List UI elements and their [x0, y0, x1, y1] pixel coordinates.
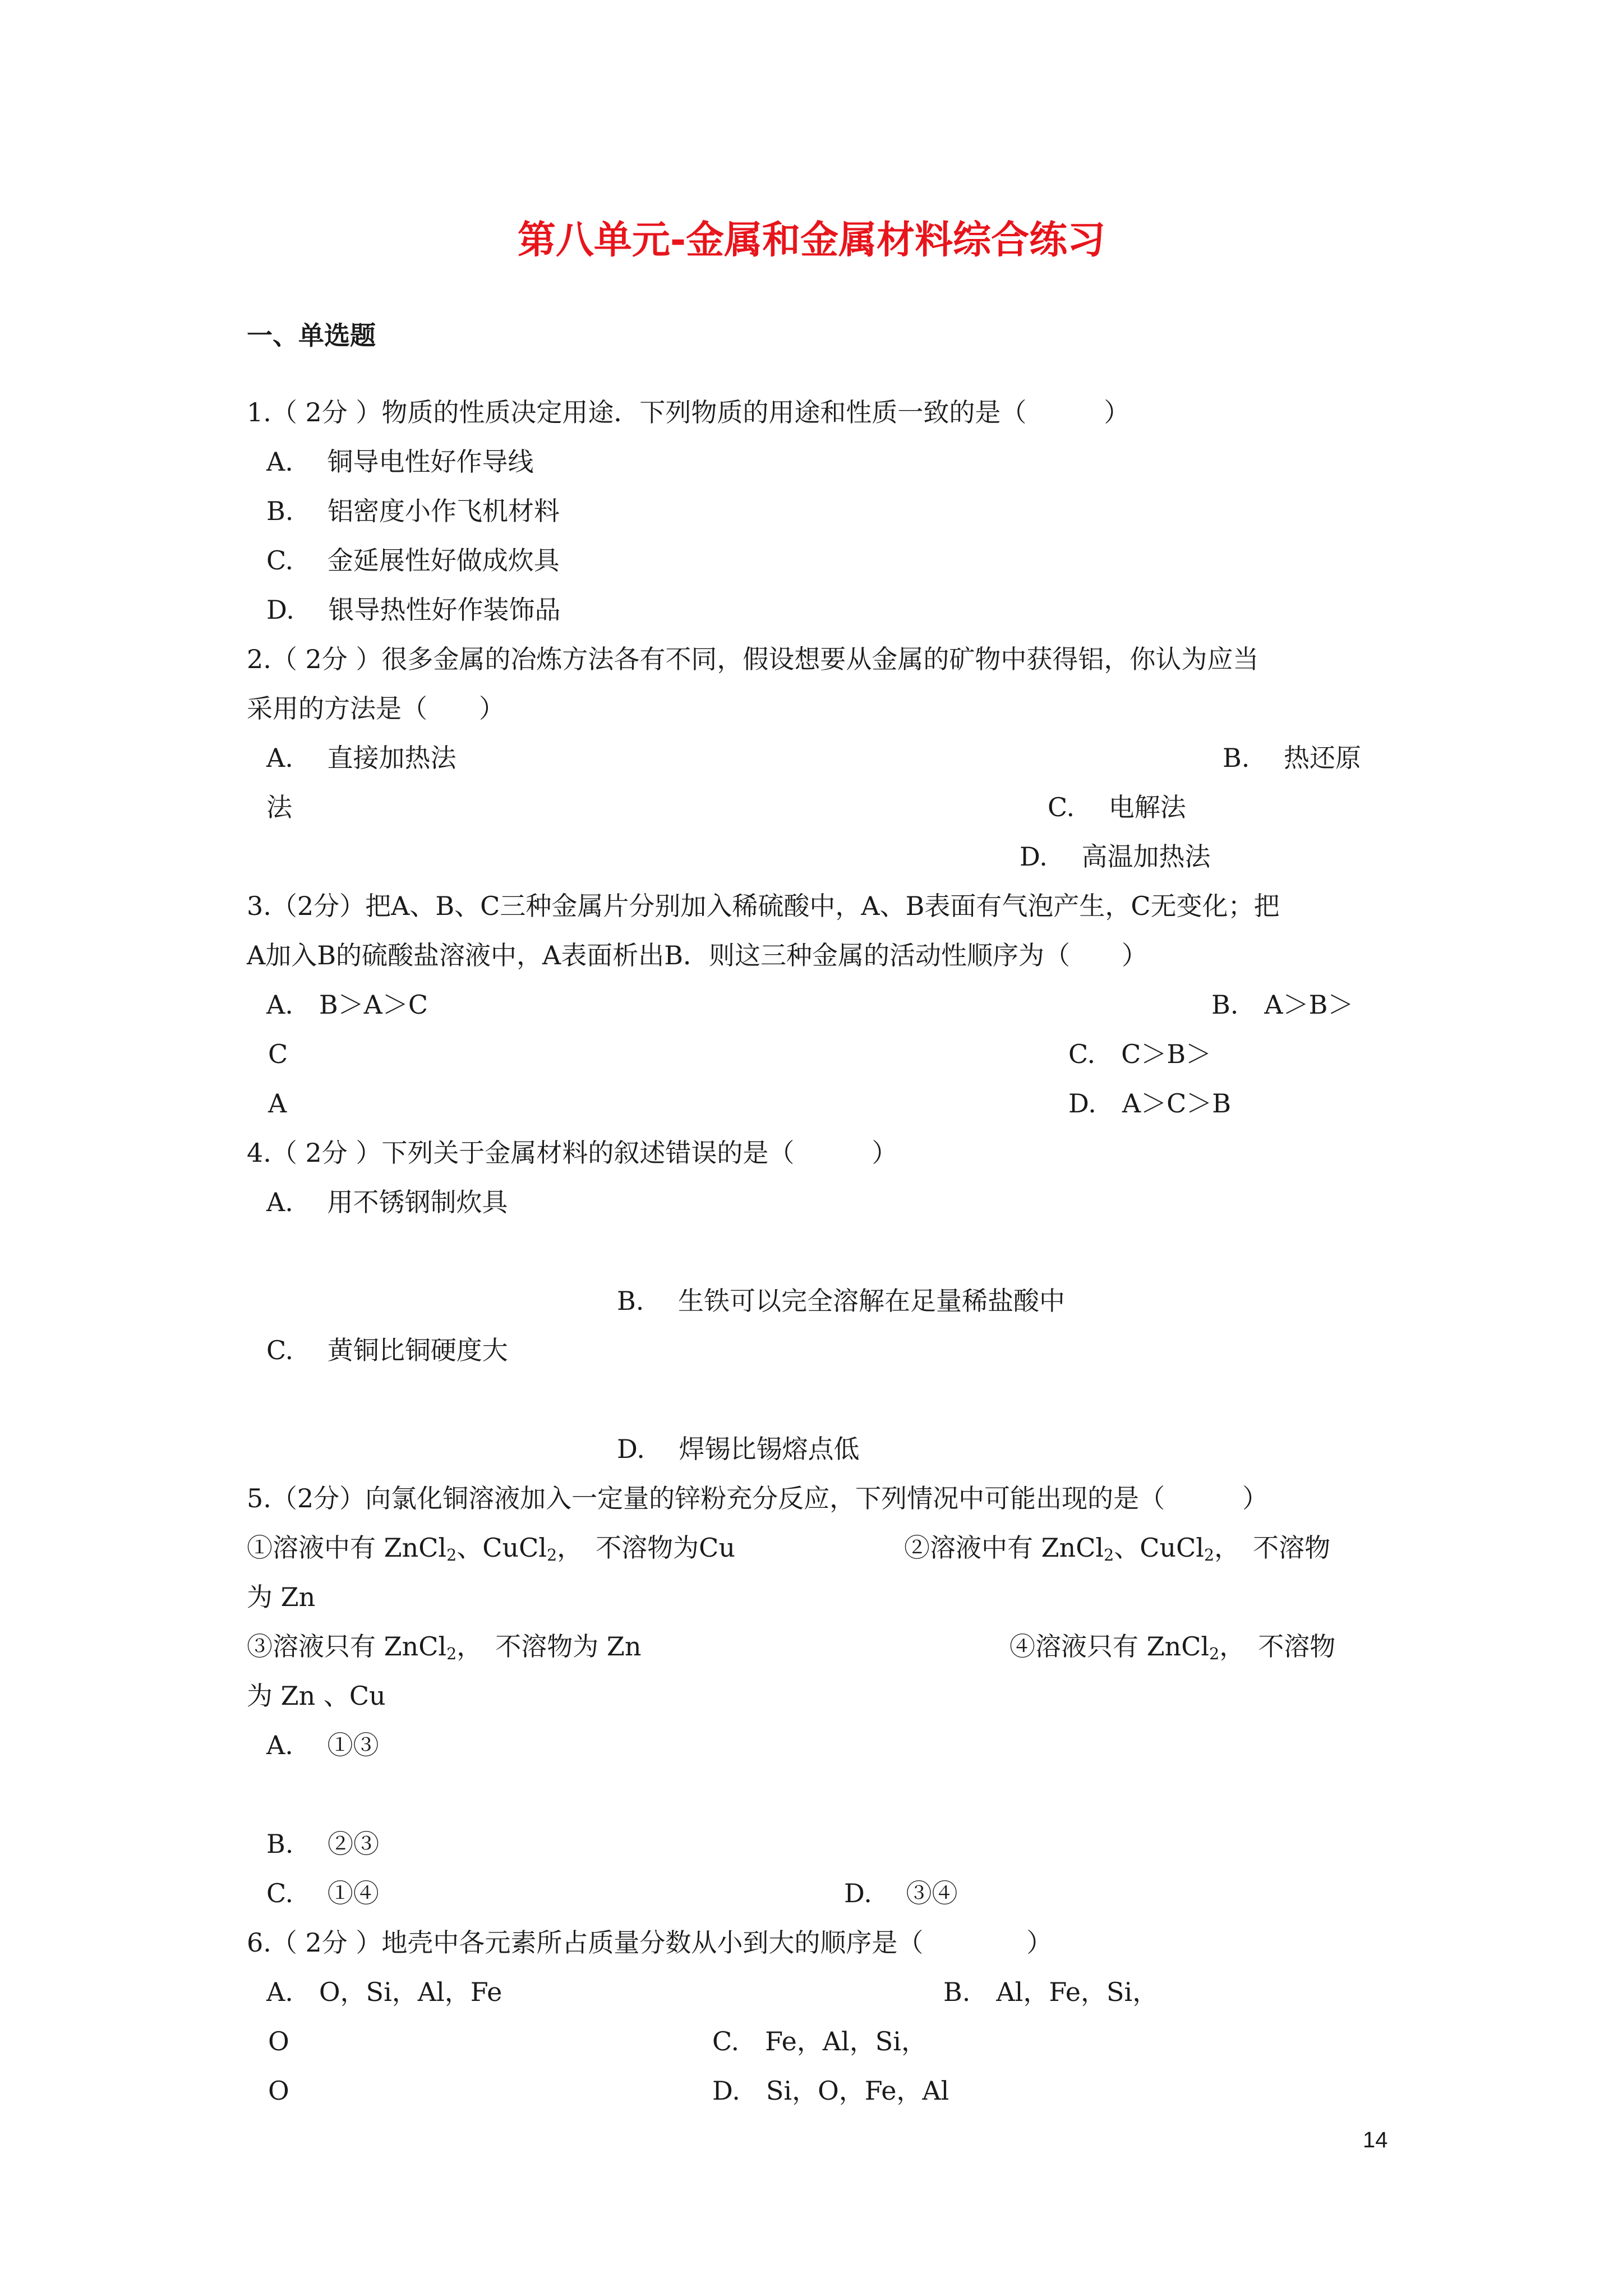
question-1-option-d: D. 银导热性好作装饰品: [266, 595, 561, 625]
page-number: 14: [1363, 2128, 1388, 2152]
question-5-option-d: D. ③④: [844, 1878, 958, 1908]
question-4-option-a: A. 用不锈钢制炊具: [266, 1187, 508, 1217]
question-5-option-b: B. ②③: [266, 1829, 380, 1859]
question-2-option-d: D. 高温加热法: [1020, 841, 1211, 872]
question-3-option-b-cont: C: [268, 1039, 288, 1069]
question-6-option-a: A. O，Si，Al，Fe: [266, 1977, 502, 2007]
question-5-statement-2: ②溶液中有 ZnCl$_2$、CuCl$_2$， 不溶物: [904, 1533, 1331, 1565]
question-4-option-d: D. 焊锡比锡熔点低: [617, 1434, 860, 1464]
question-3-stem-line1: 3.（2分）把A、B、C三种金属片分别加入稀硫酸中，A、B表面有气泡产生，C无变化；把: [247, 891, 1280, 921]
question-1-option-a: A. 铜导电性好作导线: [266, 447, 534, 477]
question-5-option-c: C. ①④: [266, 1878, 379, 1908]
question-2-option-c: C. 电解法: [1048, 792, 1186, 822]
question-6-stem: 6.（ 2分 ）地壳中各元素所占质量分数从小到大的顺序是（ ）: [247, 1927, 1053, 1958]
question-6-option-b-cont: O: [268, 2026, 289, 2056]
question-6-option-b: B. Al，Fe，Si，: [943, 1977, 1159, 2007]
question-4-stem: 4.（ 2分 ）下列关于金属材料的叙述错误的是（ ）: [247, 1138, 898, 1168]
question-2-stem-line2: 采用的方法是（ ）: [247, 693, 505, 724]
question-5-statement-1: ①溶液中有 ZnCl$_2$、CuCl$_2$， 不溶物为Cu: [247, 1533, 735, 1565]
question-3-option-c-cont: A: [268, 1088, 287, 1119]
question-4-option-b: B. 生铁可以完全溶解在足量稀盐酸中: [617, 1286, 1066, 1316]
question-2-option-b: B. 热还原: [1223, 743, 1362, 773]
question-5-statement-3: ③溶液只有 ZnCl$_2$， 不溶物为 Zn: [247, 1631, 642, 1664]
page-title: 第八单元-金属和金属材料综合练习: [517, 218, 1106, 263]
question-6-option-d: D. Si，O，Fe，Al: [712, 2076, 949, 2106]
question-3-option-b: B. A＞B＞: [1211, 990, 1354, 1020]
question-4-option-c: C. 黄铜比铜硬度大: [266, 1335, 508, 1365]
question-2-option-a: A. 直接加热法: [266, 743, 457, 773]
question-3-option-a: A. B＞A＞C: [266, 990, 428, 1020]
question-6-option-c: C. Fe，Al，Si，: [712, 2026, 927, 2056]
question-1-option-c: C. 金延展性好做成炊具: [266, 545, 560, 576]
question-3-option-d: D. A＞C＞B: [1068, 1088, 1232, 1119]
question-3-option-c: C. C＞B＞: [1068, 1039, 1212, 1069]
section-heading: 一、单选题: [247, 320, 376, 351]
question-5-option-a: A. ①③: [266, 1730, 379, 1760]
question-5-statement-4-cont: 为 Zn 、Cu: [247, 1681, 386, 1711]
question-5-stem: 5.（2分）向氯化铜溶液加入一定量的锌粉充分反应，下列情况中可能出现的是（ ）: [247, 1483, 1269, 1513]
question-1-stem: 1.（ 2分 ）物质的性质决定用途．下列物质的用途和性质一致的是（ ）: [247, 397, 1130, 427]
question-2-option-b-cont: 法: [266, 792, 292, 822]
question-3-stem-line2: A加入B的硫酸盐溶液中，A表面析出B．则这三种金属的活动性顺序为（ ）: [247, 940, 1148, 970]
question-2-stem-line1: 2.（ 2分 ）很多金属的冶炼方法各有不同，假设想要从金属的矿物中获得铝，你认为应当: [247, 644, 1259, 674]
question-1-option-b: B. 铝密度小作飞机材料: [266, 496, 560, 526]
question-5-statement-4: ④溶液只有 ZnCl$_2$， 不溶物: [1009, 1631, 1336, 1664]
question-6-option-c-cont: O: [268, 2076, 289, 2106]
question-5-statement-2-cont: 为 Zn: [247, 1582, 316, 1612]
